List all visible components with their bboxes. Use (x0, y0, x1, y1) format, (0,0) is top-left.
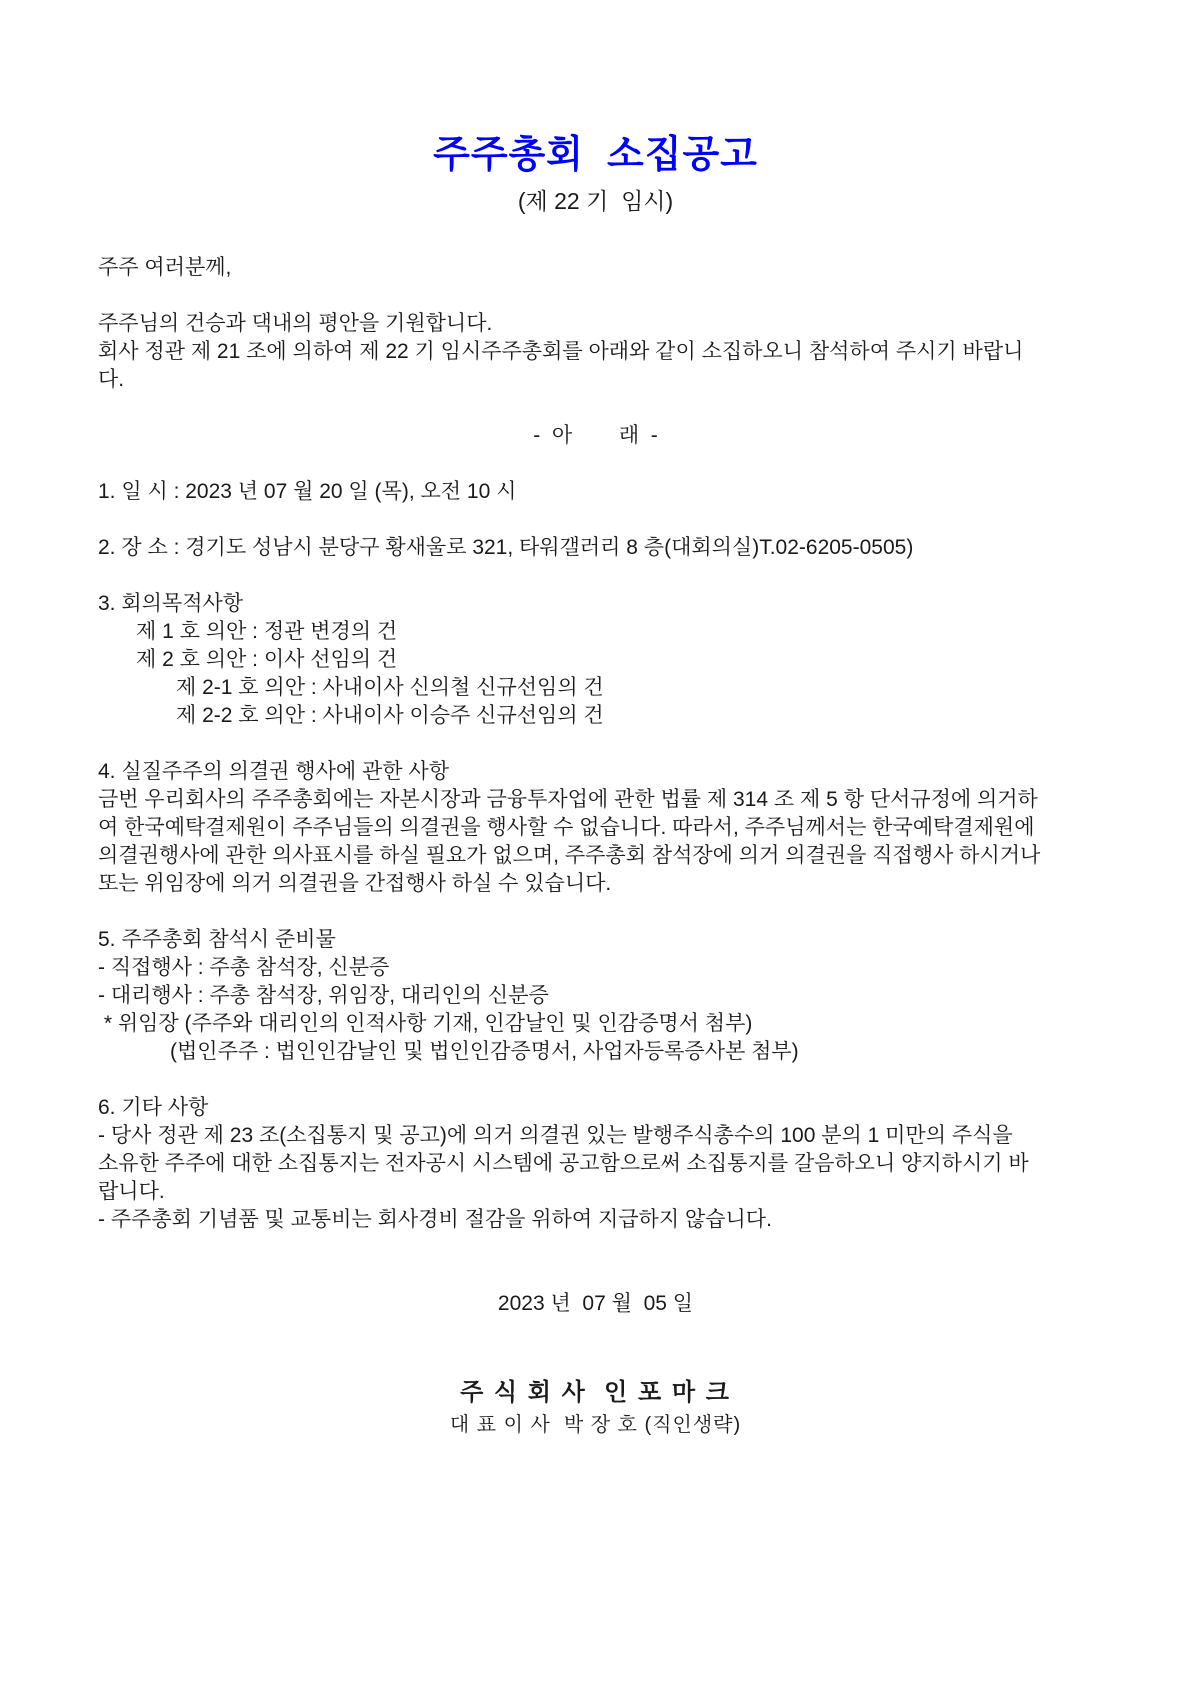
section-6-line-4: - 주주총회 기념품 및 교통비는 회사경비 절감을 위하여 지급하지 않습니다. (98, 1208, 772, 1231)
section-1-datetime: 1. 일 시 : 2023 년 07 월 20 일 (목), 오전 10 시 (98, 480, 517, 503)
section-4-heading: 4. 실질주주의 의결권 행사에 관한 사항 (98, 760, 449, 783)
footer-date: 2023 년 07 월 05 일 (497, 1292, 694, 1315)
section-4-line-4: 또는 위임장에 의거 의결권을 간접행사 하실 수 있습니다. (98, 872, 612, 895)
section-4-voting-rights (98, 758, 1093, 898)
section-5-line-3: * 위임장 (주주와 대리인의 인적사항 기재, 인감날인 및 인감증명서 첨부) (98, 1012, 753, 1035)
section-5-line-2: - 대리행사 : 주총 참석장, 위임장, 대리인의 신분증 (98, 984, 549, 1007)
intro-paragraph (98, 310, 1093, 394)
company-name: 주 식 회 사 인 포 마 크 (460, 1379, 731, 1406)
section-4-line-1: 금번 우리회사의 주주총회에는 자본시장과 금융투자업에 관한 법률 제 314 조 제 5 항 단서규정에 의거하 (98, 788, 1038, 811)
agenda-item-2: 제 2 호 의안 : 이사 선임의 건 (136, 648, 398, 671)
section-4-line-3: 의결권행사에 관한 의사표시를 하실 필요가 없으며, 주주총회 참석장에 의거 의결권을 직접행사 하시거나 (98, 844, 1041, 867)
document-title: 주주총회 소집공고 (433, 134, 758, 176)
section-5-line-1: - 직접행사 : 주총 참석장, 신분증 (98, 956, 390, 979)
document-body (98, 254, 1093, 1234)
ceo-name: 대 표 이 사 박 장 호 (직인생략) (449, 1414, 742, 1436)
section-6-line-3: 랍니다. (98, 1180, 165, 1203)
below-divider: - 아 래 - (533, 424, 658, 447)
section-3-heading: 3. 회의목적사항 (98, 592, 244, 615)
intro-line-2: 회사 정관 제 21 조에 의하여 제 22 기 임시주주총회를 아래와 같이 소집하오니 참석하여 주시기 바랍니 (98, 340, 1024, 363)
agenda-item-2-2: 제 2-2 호 의안 : 사내이사 이승주 신규선임의 건 (176, 704, 604, 727)
section-2-location: 2. 장 소 : 경기도 성남시 분당구 황새울로 321, 타워갤러리 8 층(대회의실)T.02-6205-0505) (98, 536, 914, 559)
agenda-item-2-1: 제 2-1 호 의안 : 사내이사 신의철 신규선임의 건 (176, 676, 604, 699)
section-4-line-2: 여 한국예탁결제원이 주주님들의 의결권을 행사할 수 없습니다. 따라서, 주주님께서는 한국예탁결제원에 (98, 816, 1035, 839)
section-5-line-4: (법인주주 : 법인인감날인 및 법인인감증명서, 사업자등록증사본 첨부) (170, 1040, 799, 1063)
section-6-misc (98, 1094, 1093, 1234)
greeting-line: 주주 여러분께, (98, 256, 232, 279)
section-3-agenda (98, 590, 1093, 730)
section-6-line-1: - 당사 정관 제 23 조(소집통지 및 공고)에 의거 의결권 있는 발행주식총수의 100 분의 1 미만의 주식을 (98, 1124, 1013, 1147)
section-6-heading: 6. 기타 사항 (98, 1096, 209, 1119)
agenda-item-1: 제 1 호 의안 : 정관 변경의 건 (136, 620, 398, 643)
section-6-line-2: 소유한 주주에 대한 소집통지는 전자공시 시스템에 공고함으로써 소집통지를 갈음하오니 양지하시기 바 (98, 1152, 1029, 1175)
intro-line-1: 주주님의 건승과 댁내의 평안을 기원합니다. (98, 312, 493, 335)
section-5-heading: 5. 주주총회 참석시 준비물 (98, 928, 336, 951)
section-5-preparation (98, 926, 1093, 1066)
intro-line-3: 다. (98, 368, 125, 391)
document-subtitle: (제 22 기 임시) (517, 188, 674, 214)
